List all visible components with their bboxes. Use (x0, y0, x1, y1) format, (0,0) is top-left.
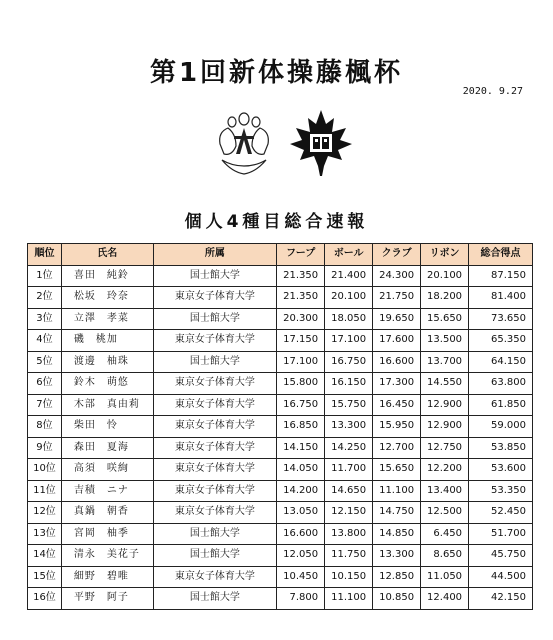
ribbon-score-cell: 13.500 (421, 330, 469, 352)
total-score-cell: 73.650 (469, 308, 533, 330)
ribbon-score-cell: 6.450 (421, 523, 469, 545)
ribbon-score-cell: 18.200 (421, 287, 469, 309)
ribbon-score-cell: 13.400 (421, 480, 469, 502)
clubs-score-cell: 24.300 (373, 265, 421, 287)
hoop-score-cell: 20.300 (277, 308, 325, 330)
name-cell: 平野 阿子 (61, 588, 153, 610)
header-ball: ボール (325, 244, 373, 266)
table-row (28, 480, 533, 502)
total-score-cell: 64.150 (469, 351, 533, 373)
clubs-score-cell: 16.450 (373, 394, 421, 416)
club-cell: 東京女子体育大学 (153, 566, 277, 588)
club-cell: 国士館大学 (153, 265, 277, 287)
table-row (28, 308, 533, 330)
clubs-score-cell: 11.100 (373, 480, 421, 502)
name-cell: 吉積 ニナ (61, 480, 153, 502)
table-row (28, 265, 533, 287)
rank-cell: 11位 (28, 480, 62, 502)
rank-cell: 14位 (28, 545, 62, 567)
ribbon-score-cell: 15.650 (421, 308, 469, 330)
name-cell: 木部 真由莉 (61, 394, 153, 416)
rank-cell: 4位 (28, 330, 62, 352)
ball-score-cell: 11.100 (325, 588, 373, 610)
club-cell: 東京女子体育大学 (153, 416, 277, 438)
table-row (28, 502, 533, 524)
name-cell: 鈴木 萌悠 (61, 373, 153, 395)
ball-score-cell: 16.750 (325, 351, 373, 373)
hoop-score-cell: 16.600 (277, 523, 325, 545)
table-row (28, 330, 533, 352)
report-subtitle: 個人4種目総合速報 (184, 212, 369, 232)
total-score-cell: 81.400 (469, 287, 533, 309)
hoop-score-cell: 7.800 (277, 588, 325, 610)
name-cell: 清永 美花子 (61, 545, 153, 567)
clubs-score-cell: 21.750 (373, 287, 421, 309)
results-table (27, 243, 533, 610)
rank-cell: 15位 (28, 566, 62, 588)
header-name: 氏名 (61, 244, 153, 266)
total-score-cell: 65.350 (469, 330, 533, 352)
paulownia-crest-icon (214, 110, 274, 176)
total-score-cell: 53.850 (469, 437, 533, 459)
rank-cell: 16位 (28, 588, 62, 610)
ball-score-cell: 13.300 (325, 416, 373, 438)
club-cell: 東京女子体育大学 (153, 459, 277, 481)
rank-cell: 1位 (28, 265, 62, 287)
table-row (28, 351, 533, 373)
header-rank: 順位 (28, 244, 62, 266)
total-score-cell: 53.350 (469, 480, 533, 502)
clubs-score-cell: 19.650 (373, 308, 421, 330)
club-cell: 東京女子体育大学 (153, 437, 277, 459)
ball-score-cell: 14.650 (325, 480, 373, 502)
clubs-score-cell: 17.300 (373, 373, 421, 395)
ribbon-score-cell: 14.550 (421, 373, 469, 395)
table-header-row (28, 244, 533, 266)
hoop-score-cell: 10.450 (277, 566, 325, 588)
clubs-score-cell: 14.750 (373, 502, 421, 524)
total-score-cell: 63.800 (469, 373, 533, 395)
ball-score-cell: 20.100 (325, 287, 373, 309)
hoop-score-cell: 21.350 (277, 265, 325, 287)
ball-score-cell: 18.050 (325, 308, 373, 330)
clubs-score-cell: 16.600 (373, 351, 421, 373)
total-score-cell: 61.850 (469, 394, 533, 416)
rank-cell: 7位 (28, 394, 62, 416)
rank-cell: 12位 (28, 502, 62, 524)
hoop-score-cell: 14.150 (277, 437, 325, 459)
ball-score-cell: 11.700 (325, 459, 373, 481)
rank-cell: 6位 (28, 373, 62, 395)
ribbon-score-cell: 13.700 (421, 351, 469, 373)
ribbon-score-cell: 12.500 (421, 502, 469, 524)
name-cell: 松坂 玲奈 (61, 287, 153, 309)
club-cell: 国士館大学 (153, 588, 277, 610)
name-cell: 柴田 怜 (61, 416, 153, 438)
hoop-score-cell: 14.050 (277, 459, 325, 481)
name-cell: 高須 咲絢 (61, 459, 153, 481)
hoop-score-cell: 21.350 (277, 287, 325, 309)
clubs-score-cell: 14.850 (373, 523, 421, 545)
table-row (28, 566, 533, 588)
name-cell: 磯 桃加 (61, 330, 153, 352)
name-cell: 渡邊 柚珠 (61, 351, 153, 373)
ball-score-cell: 13.800 (325, 523, 373, 545)
club-cell: 東京女子体育大学 (153, 502, 277, 524)
rank-cell: 9位 (28, 437, 62, 459)
clubs-score-cell: 15.650 (373, 459, 421, 481)
total-score-cell: 52.450 (469, 502, 533, 524)
header-hoop: フープ (277, 244, 325, 266)
ball-score-cell: 16.150 (325, 373, 373, 395)
rank-cell: 2位 (28, 287, 62, 309)
total-score-cell: 42.150 (469, 588, 533, 610)
club-cell: 国士館大学 (153, 523, 277, 545)
name-cell: 宮岡 柚季 (61, 523, 153, 545)
ribbon-score-cell: 12.900 (421, 394, 469, 416)
table-row (28, 437, 533, 459)
clubs-score-cell: 17.600 (373, 330, 421, 352)
ball-score-cell: 14.250 (325, 437, 373, 459)
hoop-score-cell: 15.800 (277, 373, 325, 395)
club-cell: 国士館大学 (153, 545, 277, 567)
hoop-score-cell: 14.200 (277, 480, 325, 502)
clubs-score-cell: 10.850 (373, 588, 421, 610)
ball-score-cell: 12.150 (325, 502, 373, 524)
name-cell: 真鍋 朝香 (61, 502, 153, 524)
header-club: 所属 (153, 244, 277, 266)
table-row (28, 588, 533, 610)
club-cell: 国士館大学 (153, 351, 277, 373)
name-cell: 喜田 純鈴 (61, 265, 153, 287)
rank-cell: 5位 (28, 351, 62, 373)
ribbon-score-cell: 12.750 (421, 437, 469, 459)
hoop-score-cell: 17.150 (277, 330, 325, 352)
ribbon-score-cell: 20.100 (421, 265, 469, 287)
total-score-cell: 53.600 (469, 459, 533, 481)
hoop-score-cell: 16.850 (277, 416, 325, 438)
maple-leaf-emblem-icon (288, 108, 354, 178)
total-score-cell: 44.500 (469, 566, 533, 588)
ball-score-cell: 15.750 (325, 394, 373, 416)
table-row (28, 545, 533, 567)
name-cell: 森田 夏海 (61, 437, 153, 459)
total-score-cell: 59.000 (469, 416, 533, 438)
event-date: 2020. 9.27 (462, 86, 523, 97)
rank-cell: 10位 (28, 459, 62, 481)
rank-cell: 13位 (28, 523, 62, 545)
hoop-score-cell: 13.050 (277, 502, 325, 524)
table-row (28, 287, 533, 309)
total-score-cell: 45.750 (469, 545, 533, 567)
ball-score-cell: 11.750 (325, 545, 373, 567)
name-cell: 細野 碧唯 (61, 566, 153, 588)
club-cell: 東京女子体育大学 (153, 287, 277, 309)
club-cell: 東京女子体育大学 (153, 480, 277, 502)
header-ribbon: リボン (421, 244, 469, 266)
table-row (28, 459, 533, 481)
header-clubs: クラブ (373, 244, 421, 266)
document-title: 第1回新体操藤楓杯 (149, 58, 404, 88)
total-score-cell: 51.700 (469, 523, 533, 545)
table-row (28, 523, 533, 545)
ball-score-cell: 17.100 (325, 330, 373, 352)
rank-cell: 3位 (28, 308, 62, 330)
ribbon-score-cell: 12.400 (421, 588, 469, 610)
ball-score-cell: 10.150 (325, 566, 373, 588)
club-cell: 東京女子体育大学 (153, 373, 277, 395)
hoop-score-cell: 17.100 (277, 351, 325, 373)
table-row (28, 416, 533, 438)
ball-score-cell: 21.400 (325, 265, 373, 287)
name-cell: 立澤 孝菜 (61, 308, 153, 330)
ribbon-score-cell: 12.900 (421, 416, 469, 438)
ribbon-score-cell: 12.200 (421, 459, 469, 481)
rank-cell: 8位 (28, 416, 62, 438)
hoop-score-cell: 16.750 (277, 394, 325, 416)
hoop-score-cell: 12.050 (277, 545, 325, 567)
ribbon-score-cell: 11.050 (421, 566, 469, 588)
header-total: 総合得点 (469, 244, 533, 266)
table-body (28, 265, 533, 609)
ribbon-score-cell: 8.650 (421, 545, 469, 567)
clubs-score-cell: 13.300 (373, 545, 421, 567)
club-cell: 東京女子体育大学 (153, 394, 277, 416)
clubs-score-cell: 12.700 (373, 437, 421, 459)
table-row (28, 394, 533, 416)
club-cell: 東京女子体育大学 (153, 330, 277, 352)
total-score-cell: 87.150 (469, 265, 533, 287)
table-row (28, 373, 533, 395)
clubs-score-cell: 12.850 (373, 566, 421, 588)
clubs-score-cell: 15.950 (373, 416, 421, 438)
club-cell: 国士館大学 (153, 308, 277, 330)
